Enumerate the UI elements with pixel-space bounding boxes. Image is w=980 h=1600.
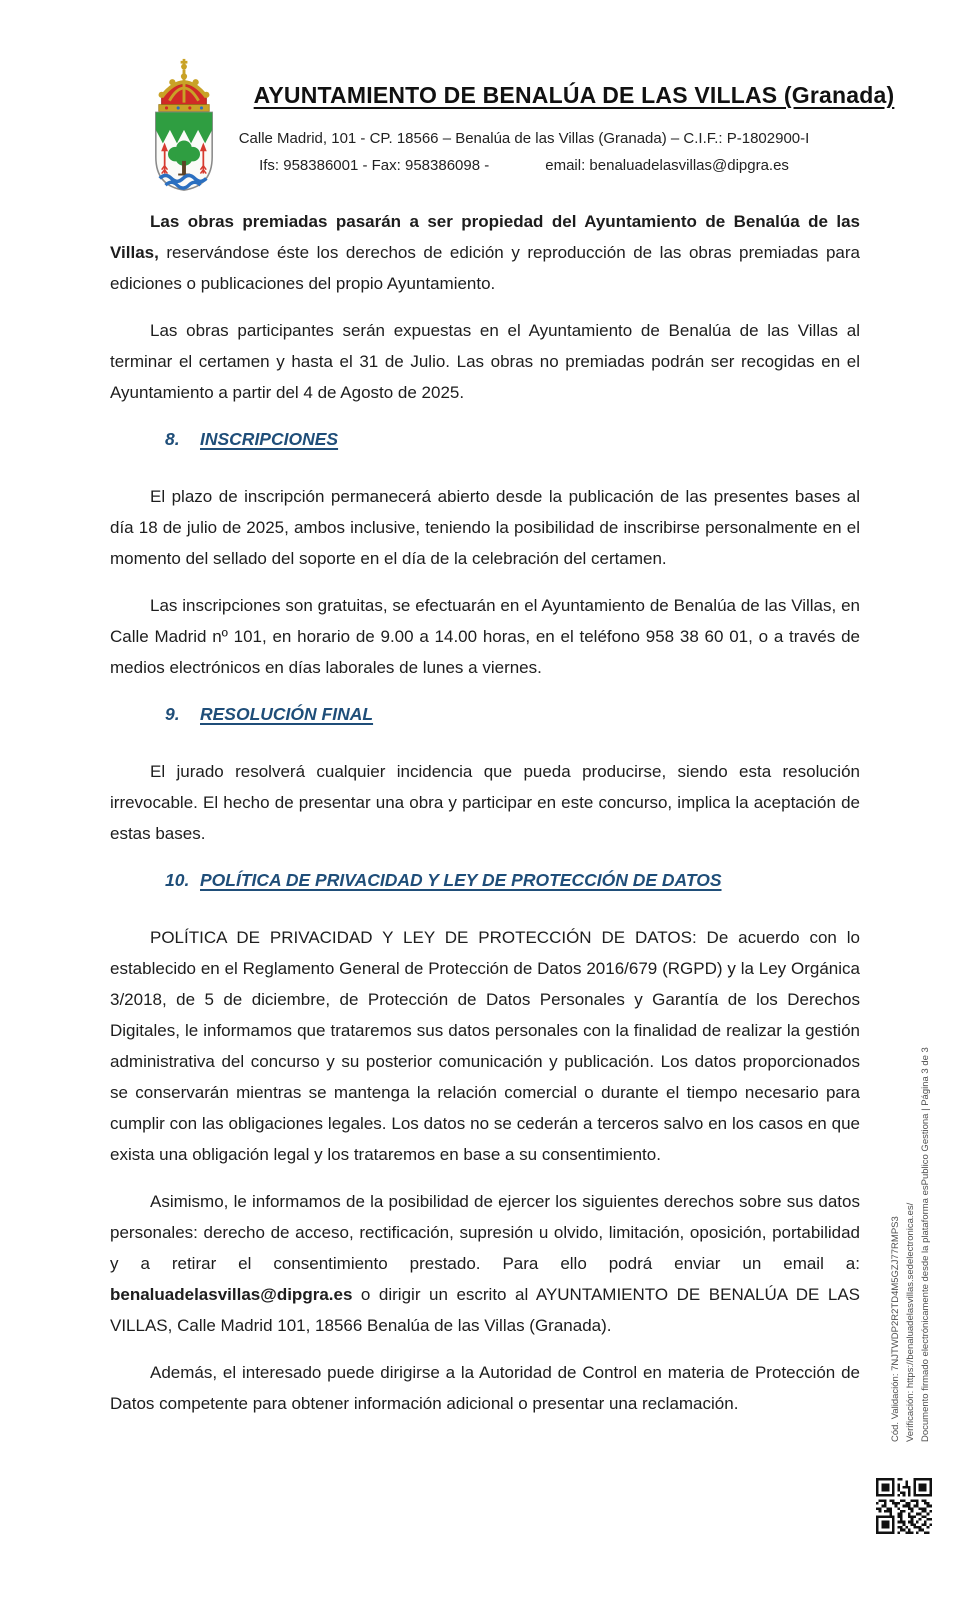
paragraph-rgpd: POLÍTICA DE PRIVACIDAD Y LEY DE PROTECCIÓN DE DATOS: De acuerdo con lo establecido en el Reglamento General de Protección de Datos 2016/679 (RGPD) y la Ley Orgánica 3/2018, de 5 de diciembre, de Protección de Datos Personales y Garantía de los Derechos Digitales, le informamos que trataremos sus datos personales con la finalidad de realizar la gestión administrativa del concurso y su posterior comunicación y publicación. Los datos proporcionados se conservarán mientras se mantenga la relación comercial o durante el tiempo necesario para cumplir con las obligaciones legales. Los datos no se cederán a terceros salvo en los casos en que exista una obligación legal y los trataremos en base a su consentimiento.: [110, 928, 860, 1164]
qr-code: [876, 1478, 932, 1534]
section-title: RESOLUCIÓN FINAL: [200, 704, 374, 724]
paragraph-text: Asimismo, le informamos de la posibilidad de ejercer los siguientes derechos sobre sus datos personales: derecho de acceso, rectificación, supresión u olvido, limitación, oposición, portabilidad y a retirar el consentimiento prestado. Para ello podrá enviar un email a:: [110, 1192, 860, 1273]
coat-of-arms-icon: [140, 56, 228, 192]
page-title: AYUNTAMIENTO DE BENALÚA DE LAS VILLAS (Granada): [253, 82, 895, 108]
contact-line: [228, 152, 820, 179]
paragraph-plazo-inscripcion: El plazo de inscripción permanecerá abierto desde la publicación de las presentes bases al día 18 de julio de 2025, ambos inclusive, teniendo la posibilidad de inscribirse personalmente en el momento del sellado del soporte en el día de la celebración del certamen.: [110, 487, 860, 568]
paragraph-autoridad-control: Además, el interesado puede dirigirse a la Autoridad de Control en materia de Protección de Datos competente para obtener información adicional o presentar una reclamación.: [110, 1363, 860, 1413]
section-title: POLÍTICA DE PRIVACIDAD Y LEY DE PROTECCIÓN DE DATOS: [200, 870, 722, 890]
address-line: Calle Madrid, 101 - CP. 18566 – Benalúa de las Villas (Granada) – C.I.F.: P-1802900-I: [238, 130, 810, 147]
paragraph-obras-premiadas: [110, 206, 860, 299]
paragraph-inscripciones-gratuitas: Las inscripciones son gratuitas, se efectuarán en el Ayuntamiento de Benalúa de las Villas, en Calle Madrid nº 101, en horario de 9.00 a 14.00 horas, en el teléfono 958 38 60 01, o a través de medios electrónicos en días laborales de lunes a viernes.: [110, 596, 860, 677]
paragraph-jurado: El jurado resolverá cualquier incidencia que pueda producirse, siendo esta resolución irrevocable. El hecho de presentar una obra y participar en este concurso, implica la aceptación de estas bases.: [110, 762, 860, 843]
section-number: 8.: [165, 429, 180, 449]
phone-fax-text: Ifs: 958386001 - Fax: 958386098 -: [259, 157, 490, 174]
section-heading-resolucion-final: [165, 699, 860, 730]
address-block: [228, 125, 820, 179]
section-heading-politica-privacidad: [165, 865, 860, 896]
paragraph-obras-participantes: Las obras participantes serán expuestas en el Ayuntamiento de Benalúa de las Villas al terminar el certamen y hasta el 31 de Julio. Las obras no premiadas podrán ser recogidas en el Ayuntamiento a partir del 4 de Agosto de 2025.: [110, 321, 860, 402]
paragraph-derechos: [110, 1186, 860, 1341]
validation-code-text: Cód. Validación: 7NJTWDP2R2TD4M5GZJ77RMPS3: [890, 1216, 901, 1442]
platform-page-text: Documento firmado electrónicamente desde la plataforma esPublico Gestiona | Página 3 de 3: [920, 1047, 931, 1442]
bold-lead-text: Las obras premiadas pasarán a ser propiedad del Ayuntamiento de Benalúa de las Villas,: [110, 212, 860, 262]
email-text: benaluadelasvillas@dipgra.es: [110, 1285, 353, 1304]
document-header: [0, 0, 980, 192]
paragraph-text: o dirigir un escrito al AYUNTAMIENTO DE BENALÚA DE LAS VILLAS, Calle Madrid 101, 18566 Benalúa de las Villas (Granada).: [110, 1285, 860, 1335]
document-body: [0, 192, 980, 1419]
header-email-text: email: benaluadelasvillas@dipgra.es: [545, 157, 789, 174]
section-number: 9.: [165, 704, 180, 724]
signature-sidebar: [888, 956, 933, 1442]
section-number: 10.: [165, 870, 190, 890]
verification-url-text: Verificación: https://benaluadelasvillas.sedelectronica.es/: [905, 1202, 916, 1442]
paragraph-text: reservándose éste los derechos de edición y reproducción de las obras premiadas para ediciones o publicaciones del propio Ayuntamiento.: [110, 243, 860, 293]
header-text-block: [228, 56, 920, 192]
section-heading-inscripciones: [165, 424, 860, 455]
section-title: INSCRIPCIONES: [200, 429, 339, 449]
